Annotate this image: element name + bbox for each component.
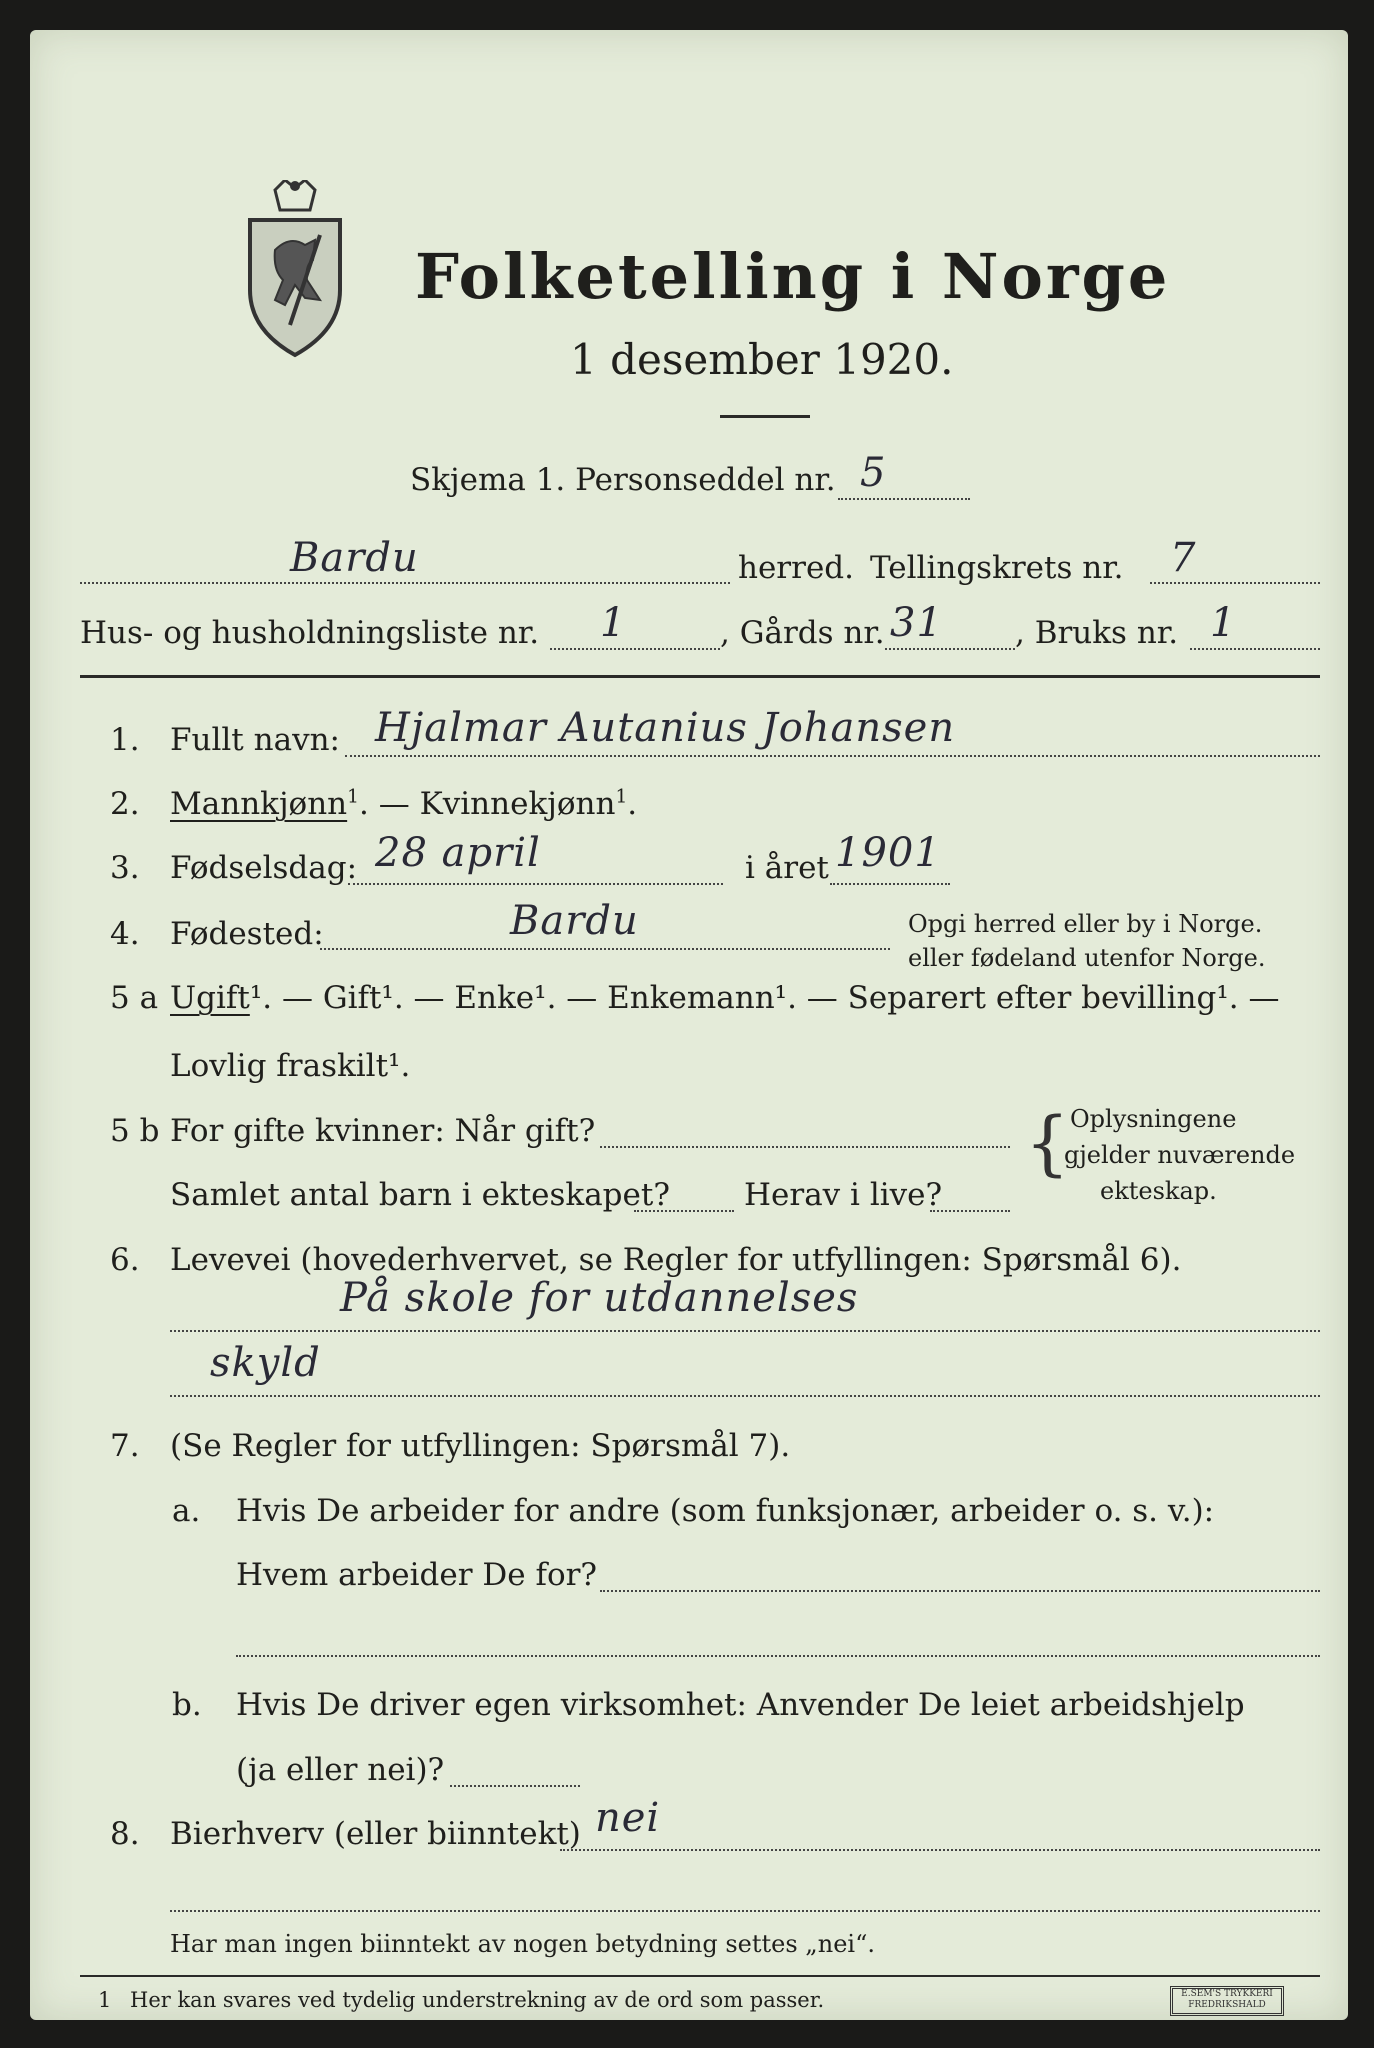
q5a-ugift: Ugift (170, 980, 250, 1016)
q2-male: Mannkjønn (170, 786, 348, 822)
schema-number: 5 (860, 450, 887, 496)
q6-label: Levevei (hovederhvervet, se Regler for utfyllingen: Spørsmål 6). (170, 1242, 1182, 1278)
herred-label: herred. (738, 550, 854, 586)
q5b-dotline2 (634, 1210, 734, 1212)
q5b-line2a: Samlet antal barn i ekteskapet? (170, 1177, 670, 1213)
q4-dotline (320, 948, 890, 950)
q1-dotline (345, 755, 1320, 757)
gard-dotline (885, 648, 1015, 650)
gard-label: , Gårds nr. (720, 615, 885, 651)
q7b-letter: b. (172, 1687, 202, 1723)
q7a-dotline2 (236, 1655, 1320, 1657)
q5b-line2b: Herav i live? (744, 1177, 943, 1213)
q2-female: Kvinnekjønn (419, 786, 616, 822)
q6-dotline1 (170, 1330, 1320, 1332)
q5b-note3: ekteskap. (1100, 1177, 1217, 1205)
footnote-text: Her kan svares ved tydelig understrekning av de ord som passer. (130, 1988, 825, 2012)
q1-value: Hjalmar Autanius Johansen (375, 705, 956, 751)
q7a-dotline1 (600, 1590, 1320, 1592)
q8-label: Bierhverv (eller biinntekt) (170, 1816, 581, 1852)
q7b-question: (ja eller nei)? (236, 1752, 445, 1788)
bruk-dotline (1190, 648, 1320, 650)
q2-options (170, 786, 637, 822)
q5a-number: 5 a (110, 980, 159, 1016)
q7b-dotline (450, 1785, 580, 1787)
q5b-dotline3 (930, 1210, 1010, 1212)
printer-stamp (1170, 1986, 1284, 2016)
q7b-text: Hvis De driver egen virksomhet: Anvender De leiet arbeidshjelp (236, 1687, 1245, 1723)
footer-note: Har man ingen biinntekt av nogen betydning settes „nei“. (170, 1930, 875, 1958)
q7a-letter: a. (172, 1493, 201, 1529)
q1-number: 1. (110, 722, 140, 758)
q2-number: 2. (110, 786, 140, 822)
q7a-text: Hvis De arbeider for andre (som funksjonær, arbeider o. s. v.): (236, 1493, 1215, 1529)
q3-label: Fødselsdag: (170, 850, 358, 886)
q7a-question: Hvem arbeider De for? (236, 1557, 598, 1593)
title-divider (720, 415, 810, 418)
printer-stamp-line1: E.SEM'S TRYKKERI (1181, 1989, 1273, 1999)
q4-note-line2: eller fødeland utenfor Norge. (908, 944, 1266, 972)
q4-note-line1: Opgi herred eller by i Norge. (908, 910, 1263, 938)
q3-year-dotline (830, 883, 950, 885)
schema-label: Skjema 1. Personseddel nr. (410, 462, 836, 498)
q5b-line1: For gifte kvinner: Når gift? (170, 1113, 596, 1149)
q3-year-value: 1901 (835, 830, 941, 876)
q6-value2: skyld (210, 1340, 321, 1386)
q5a-line2: Lovlig fraskilt¹. (170, 1048, 411, 1084)
q5a-rest: ¹. — Gift¹. — Enke¹. — Enkemann¹. — Separert efter bevilling¹. — (249, 980, 1280, 1016)
q5b-number: 5 b (110, 1113, 160, 1149)
q3-year-label: i året (745, 850, 829, 886)
q5b-brace: { (1025, 1102, 1070, 1184)
q4-value: Bardu (510, 898, 639, 944)
q5b-note2: gjelder nuværende (1064, 1141, 1296, 1169)
q5a-line1 (170, 980, 1279, 1016)
q6-value1: På skole for utdannelses (340, 1275, 859, 1321)
q8-dotline1 (560, 1849, 1320, 1851)
printer-stamp-line2: FREDRIKSHALD (1188, 2000, 1266, 2010)
krets-value: 7 (1170, 535, 1197, 581)
q4-label: Fødested: (170, 916, 324, 952)
q8-dotline2 (170, 1910, 1320, 1912)
q1-label: Fullt navn: (170, 722, 340, 758)
q7-label: (Se Regler for utfyllingen: Spørsmål 7). (170, 1428, 791, 1464)
q2-sup-female: 1 (615, 786, 628, 808)
census-form (30, 30, 1348, 2020)
q5b-note1: Oplysningene (1070, 1105, 1237, 1133)
q8-number: 8. (110, 1816, 140, 1852)
footer-divider (80, 1975, 1320, 1977)
q3-number: 3. (110, 850, 140, 886)
schema-dotline (838, 498, 970, 500)
herred-value: Bardu (290, 535, 419, 581)
krets-label: Tellingskrets nr. (870, 550, 1124, 586)
q3-value: 28 april (375, 830, 541, 876)
header-divider (80, 675, 1320, 678)
q2-sep: — (368, 786, 420, 822)
q8-value: nei (595, 1795, 661, 1841)
form-date: 1 desember 1920. (570, 335, 954, 384)
bruk-value: 1 (1210, 600, 1237, 646)
q2-end-male: . (359, 786, 369, 822)
q6-number: 6. (110, 1242, 140, 1278)
coat-of-arms-icon (235, 180, 355, 360)
q3-dotline (348, 883, 723, 885)
husliste-value: 1 (600, 600, 627, 646)
q5b-dotline1 (600, 1146, 1010, 1148)
herred-dotline (80, 582, 730, 584)
footnote-mark: 1 (98, 1988, 112, 2012)
krets-dotline (1150, 582, 1320, 584)
q2-sup-male: 1 (347, 786, 359, 808)
form-title: Folketelling i Norge (415, 240, 1171, 313)
gard-value: 31 (890, 600, 943, 646)
husliste-label: Hus- og husholdningsliste nr. (80, 615, 540, 651)
q2-end-female: . (627, 786, 638, 822)
husliste-dotline (550, 648, 720, 650)
q6-dotline2 (170, 1395, 1320, 1397)
q4-number: 4. (110, 916, 140, 952)
bruk-label: , Bruks nr. (1015, 615, 1179, 651)
q7-number: 7. (110, 1428, 140, 1464)
